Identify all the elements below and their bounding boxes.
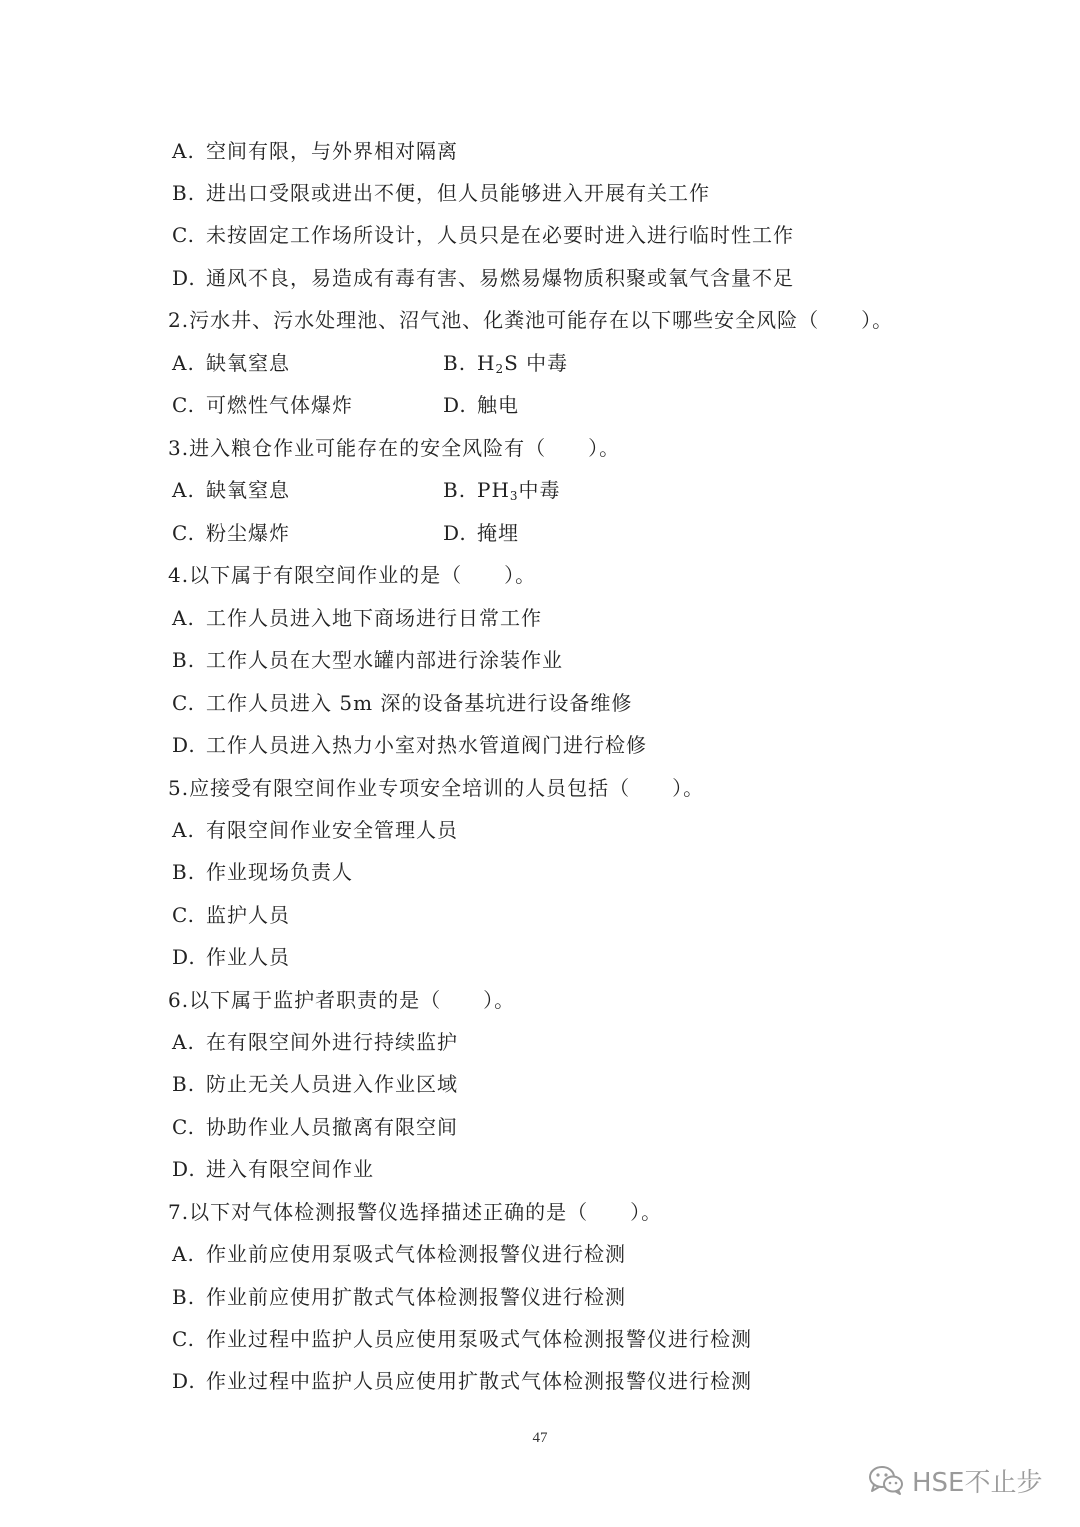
watermark-text: HSE不止步 xyxy=(912,1467,1043,1498)
q1-option-c: C. 未按固定工作场所设计，人员只是在必要时进入进行临时性工作 xyxy=(172,223,794,247)
q2-option-d: D. 触电 xyxy=(443,393,519,417)
q3-option-a: A. 缺氧窒息 xyxy=(172,478,290,502)
q7-option-b: B. 作业前应使用扩散式气体检测报警仪进行检测 xyxy=(172,1285,626,1309)
q4-option-a: A. 工作人员进入地下商场进行日常工作 xyxy=(172,606,542,630)
q2-option-c: C. 可燃性气体爆炸 xyxy=(172,393,353,417)
wechat-icon xyxy=(868,1464,904,1496)
q3-question: 3.进入粮仓作业可能存在的安全风险有（ ）。 xyxy=(168,436,621,460)
q3-option-c: C. 粉尘爆炸 xyxy=(172,521,290,545)
q1-option-d: D. 通风不良，易造成有毒有害、易燃易爆物质积聚或氧气含量不足 xyxy=(172,266,794,290)
page-number: 47 xyxy=(532,1430,548,1446)
q2-option-row-1 xyxy=(172,345,569,381)
q2-question: 2.污水井、污水处理池、沼气池、化粪池可能存在以下哪些安全风险（ ）。 xyxy=(168,308,894,332)
q4-option-d: D. 工作人员进入热力小室对热水管道阀门进行检修 xyxy=(172,733,647,757)
q6-option-b: B. 防止无关人员进入作业区域 xyxy=(172,1072,458,1096)
q6-option-c: C. 协助作业人员撤离有限空间 xyxy=(172,1115,458,1139)
q6-option-a: A. 在有限空间外进行持续监护 xyxy=(172,1030,458,1054)
q3-option-row-2 xyxy=(172,515,519,551)
q7-question: 7.以下对气体检测报警仪选择描述正确的是（ ）。 xyxy=(168,1200,663,1224)
q3-option-row-1 xyxy=(172,472,561,508)
q5-option-c: C. 监护人员 xyxy=(172,903,290,927)
q5-option-d: D. 作业人员 xyxy=(172,945,290,969)
q4-option-c: C. 工作人员进入 5m 深的设备基坑进行设备维修 xyxy=(172,691,633,715)
q7-option-a: A. 作业前应使用泵吸式气体检测报警仪进行检测 xyxy=(172,1242,626,1266)
q6-question: 6.以下属于监护者职责的是（ ）。 xyxy=(168,988,516,1012)
q5-question: 5.应接受有限空间作业专项安全培训的人员包括（ ）。 xyxy=(168,776,705,800)
q3-option-d: D. 掩埋 xyxy=(443,521,519,545)
q6-option-d: D. 进入有限空间作业 xyxy=(172,1157,374,1181)
q2-option-b: B. $H_2S$ 中毒 xyxy=(443,351,569,376)
q5-option-a: A. 有限空间作业安全管理人员 xyxy=(172,818,458,842)
q7-option-c: C. 作业过程中监护人员应使用泵吸式气体检测报警仪进行检测 xyxy=(172,1327,752,1351)
watermark xyxy=(868,1460,1042,1500)
q7-option-d: D. 作业过程中监护人员应使用扩散式气体检测报警仪进行检测 xyxy=(172,1369,752,1393)
q4-option-b: B. 工作人员在大型水罐内部进行涂装作业 xyxy=(172,648,563,672)
q3-option-b: B. $PH_3$中毒 xyxy=(443,478,561,503)
q5-option-b: B. 作业现场负责人 xyxy=(172,860,353,884)
q1-option-b: B. 进出口受限或进出不便，但人员能够进入开展有关工作 xyxy=(172,181,710,205)
q2-option-row-2 xyxy=(172,387,519,423)
q4-question: 4.以下属于有限空间作业的是（ ）。 xyxy=(168,563,537,587)
q1-option-a: A. 空间有限，与外界相对隔离 xyxy=(172,139,458,163)
q2-option-a: A. 缺氧窒息 xyxy=(172,351,290,375)
